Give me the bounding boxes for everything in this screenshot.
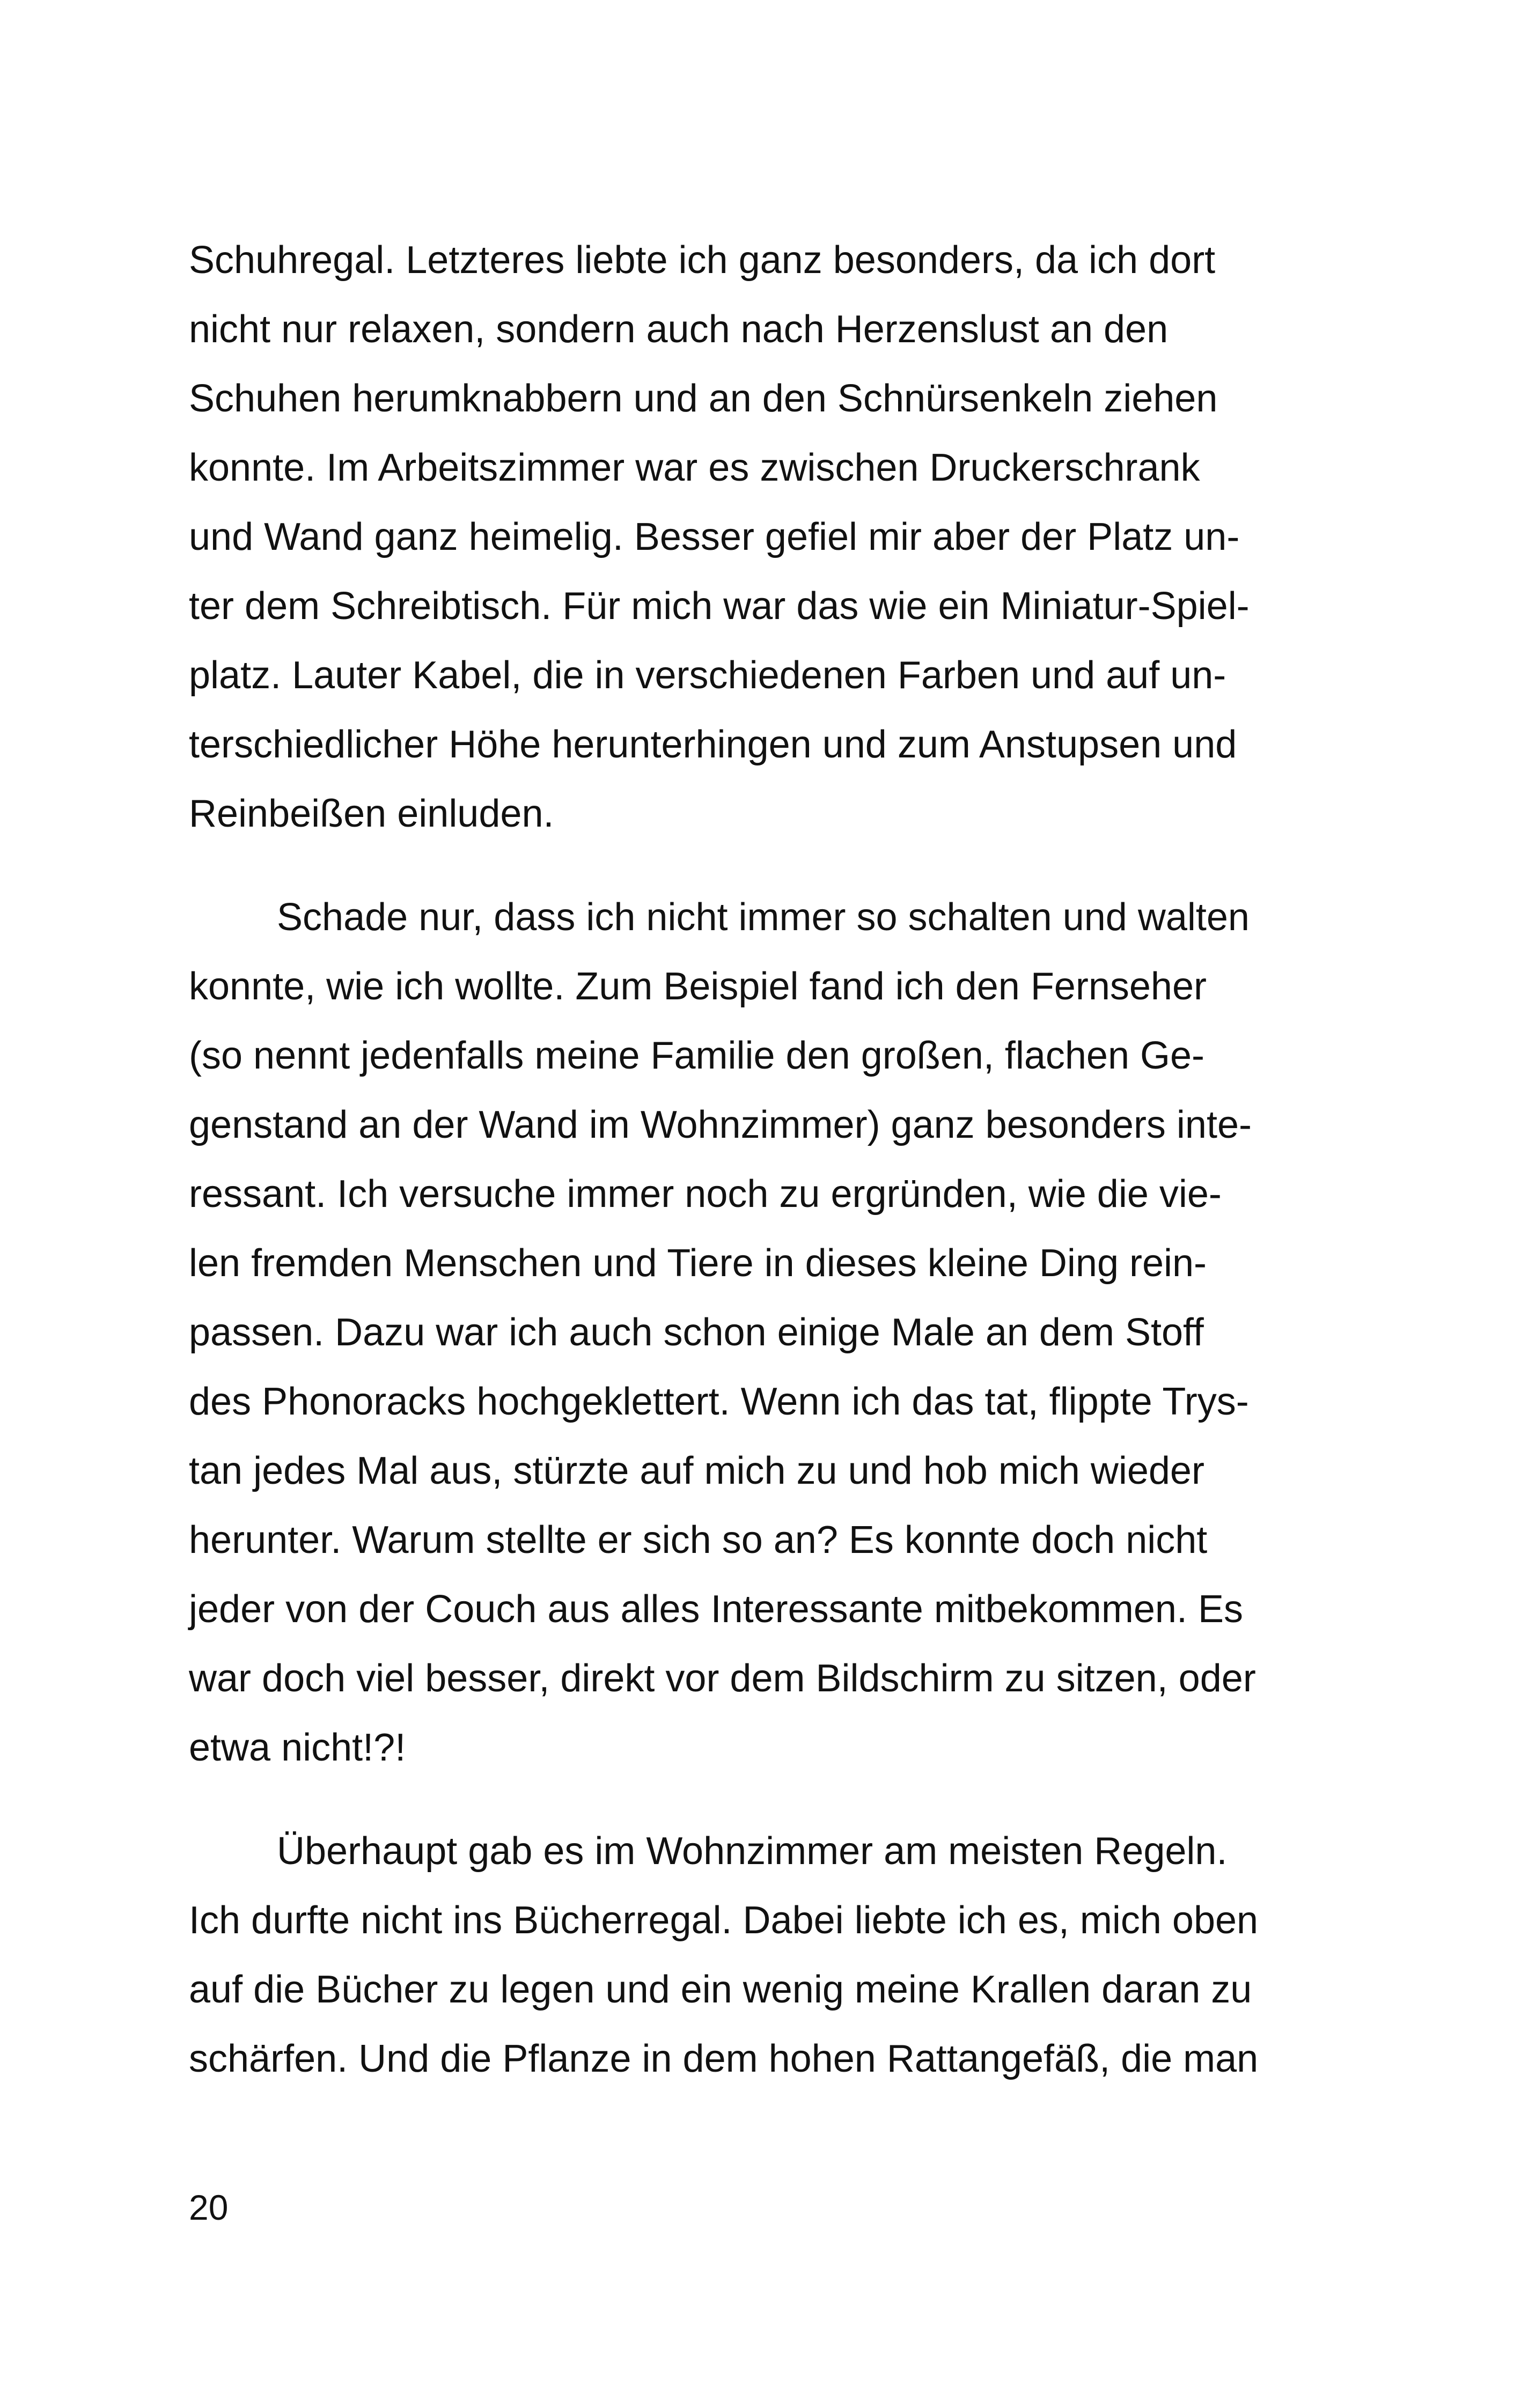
page-number: 20 [189,2188,229,2227]
text-line: konnte, wie ich wollte. Zum Beispiel fand ich den Fernseher [189,965,1207,1008]
paragraph-3 [189,1817,1294,2094]
paragraph-1 [189,226,1294,849]
paragraph-2 [189,883,1294,1783]
text-line: jeder von der Couch aus alles Interessante mitbekommen. Es [189,1588,1243,1631]
text-line: ressant. Ich versuche immer noch zu ergründen, wie die vie- [189,1173,1222,1216]
text-line: genstand an der Wand im Wohnzimmer) ganz besonders inte- [189,1103,1252,1146]
text-line: nicht nur relaxen, sondern auch nach Herzenslust an den [189,308,1169,351]
text-line: Schuhregal. Letzteres liebte ich ganz besonders, da ich dort [189,239,1216,282]
body-text [189,226,1294,2094]
text-line: len fremden Menschen und Tiere in dieses kleine Ding rein- [189,1242,1207,1285]
paragraph-spacer [189,1783,1294,1817]
paragraph-spacer [189,849,1294,883]
text-line: passen. Dazu war ich auch schon einige Male an dem Stoff [189,1311,1204,1354]
text-line: platz. Lauter Kabel, die in verschiedenen Farben und auf un- [189,654,1226,697]
text-line: Überhaupt gab es im Wohnzimmer am meisten Regeln. [277,1830,1228,1873]
text-line: herunter. Warum stellte er sich so an? Es konnte doch nicht [189,1519,1208,1562]
text-line: Reinbeißen einluden. [189,792,554,835]
text-line: schärfen. Und die Pflanze in dem hohen Rattangefäß, die man [189,2037,1259,2080]
text-line: ter dem Schreibtisch. Für mich war das wie ein Miniatur-Spiel- [189,585,1250,628]
text-line: des Phonoracks hochgeklettert. Wenn ich das tat, flippte Trys- [189,1380,1249,1423]
text-line: und Wand ganz heimelig. Besser gefiel mir aber der Platz un- [189,516,1240,558]
text-line: (so nennt jedenfalls meine Familie den großen, flachen Ge- [189,1034,1205,1077]
text-line: konnte. Im Arbeitszimmer war es zwischen Druckerschrank [189,446,1200,489]
text-line: auf die Bücher zu legen und ein wenig meine Krallen daran zu [189,1968,1252,2011]
text-line: Schade nur, dass ich nicht immer so schalten und walten [277,896,1250,939]
text-line: Schuhen herumknabbern und an den Schnürsenkeln ziehen [189,377,1218,420]
text-line: tan jedes Mal aus, stürzte auf mich zu und hob mich wieder [189,1449,1204,1492]
text-line: war doch viel besser, direkt vor dem Bildschirm zu sitzen, oder [189,1657,1256,1700]
text-line: Ich durfte nicht ins Bücherregal. Dabei liebte ich es, mich oben [189,1899,1259,1942]
text-line: etwa nicht!?! [189,1726,406,1769]
text-line: terschiedlicher Höhe herunterhingen und zum Anstupsen und [189,723,1237,766]
